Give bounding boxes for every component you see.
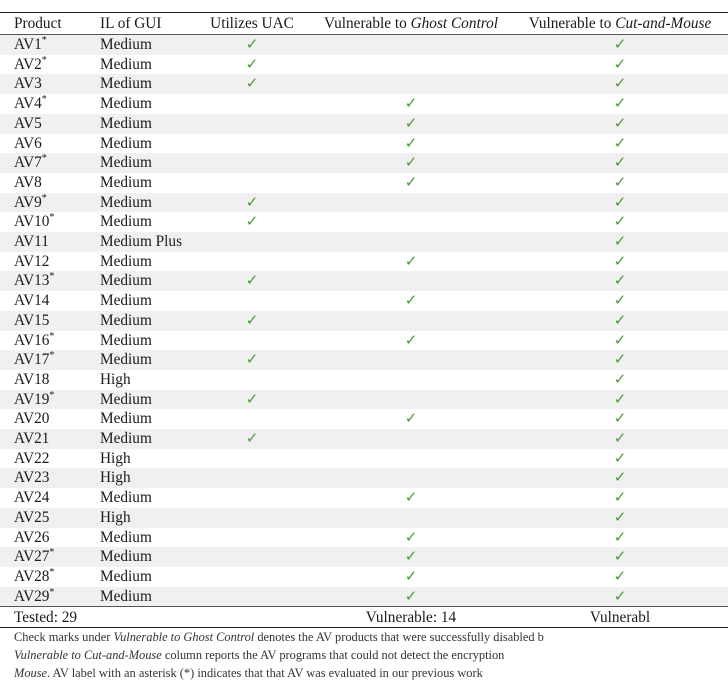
- uac-cell: [194, 291, 310, 311]
- product-cell: [0, 271, 86, 291]
- check-icon: ✓: [613, 310, 627, 329]
- header-vulnerable-ghost-control: [310, 13, 512, 35]
- il-cell: Medium: [86, 567, 194, 587]
- table-body: [0, 35, 728, 607]
- check-icon: ✓: [613, 113, 627, 132]
- product-cell: [0, 114, 86, 134]
- product-cell: [0, 232, 86, 252]
- il-cell: Medium: [86, 409, 194, 429]
- uac-cell: [194, 271, 310, 291]
- uac-cell: [194, 311, 310, 331]
- table-row: [0, 547, 728, 567]
- ghost-cell: [310, 35, 512, 55]
- check-icon: ✓: [613, 350, 627, 369]
- il-cell: Medium: [86, 350, 194, 370]
- cut-cell: [512, 331, 728, 351]
- cut-cell: [512, 35, 728, 55]
- cut-cell: [512, 55, 728, 75]
- ghost-cell: [310, 55, 512, 75]
- caption-em-2: Vulnerable to Cut-and-Mouse: [14, 648, 162, 662]
- product-name: AV21: [14, 430, 50, 448]
- check-icon: ✓: [404, 330, 418, 349]
- table-row: [0, 94, 728, 114]
- table-row: [0, 232, 728, 252]
- product-name: AV23: [14, 469, 50, 487]
- ghost-cell: [310, 193, 512, 213]
- il-cell: Medium: [86, 252, 194, 272]
- ghost-cell: [310, 94, 512, 114]
- check-icon: ✓: [613, 54, 627, 73]
- cut-cell: [512, 74, 728, 94]
- cut-cell: [512, 232, 728, 252]
- product-cell: [0, 528, 86, 548]
- product-cell: [0, 134, 86, 154]
- check-icon: ✓: [404, 566, 418, 585]
- product-cell: [0, 55, 86, 75]
- ghost-cell: [310, 370, 512, 390]
- uac-cell: [194, 232, 310, 252]
- product-name: AV1: [14, 36, 42, 53]
- table-row: [0, 74, 728, 94]
- uac-cell: [194, 468, 310, 488]
- check-icon: ✓: [245, 310, 259, 329]
- product-name: AV26: [14, 528, 50, 546]
- ghost-cell: [310, 74, 512, 94]
- cut-cell: [512, 173, 728, 193]
- product-name: AV2: [14, 55, 42, 73]
- check-icon: ✓: [245, 74, 259, 93]
- check-icon: ✓: [613, 251, 627, 270]
- il-cell: Medium: [86, 488, 194, 508]
- check-icon: ✓: [404, 527, 418, 546]
- il-cell: Medium: [86, 94, 194, 114]
- cut-cell: [512, 114, 728, 134]
- cut-cell: [512, 429, 728, 449]
- uac-cell: [194, 587, 310, 607]
- header-cut-prefix: Vulnerable to: [528, 14, 616, 32]
- il-cell: Medium Plus: [86, 232, 194, 252]
- uac-cell: [194, 449, 310, 469]
- check-icon: ✓: [404, 113, 418, 132]
- header-il-of-gui: IL of GUI: [86, 13, 194, 35]
- check-icon: ✓: [613, 271, 627, 290]
- ghost-cell: [310, 449, 512, 469]
- uac-cell: [194, 212, 310, 232]
- il-cell: Medium: [86, 311, 194, 331]
- footer-vulnerable-cut-count: Vulnerabl: [512, 607, 728, 628]
- check-icon: ✓: [404, 409, 418, 428]
- table-row: [0, 567, 728, 587]
- asterisk-marker: *: [41, 192, 47, 204]
- il-cell: Medium: [86, 291, 194, 311]
- header-product: Product: [0, 13, 86, 35]
- il-cell: Medium: [86, 114, 194, 134]
- product-name: AV24: [14, 489, 50, 507]
- product-name: AV15: [14, 311, 50, 329]
- check-icon: ✓: [613, 586, 627, 605]
- check-icon: ✓: [613, 468, 627, 487]
- table-row: [0, 291, 728, 311]
- ghost-cell: [310, 134, 512, 154]
- table-row: [0, 468, 728, 488]
- il-cell: Medium: [86, 587, 194, 607]
- product-cell: [0, 567, 86, 587]
- check-icon: ✓: [613, 488, 627, 507]
- cut-cell: [512, 468, 728, 488]
- uac-cell: [194, 528, 310, 548]
- product-cell: [0, 35, 86, 55]
- product-cell: [0, 193, 86, 213]
- table-row: [0, 35, 728, 55]
- product-cell: [0, 508, 86, 528]
- table-row: [0, 331, 728, 351]
- check-icon: ✓: [613, 389, 627, 408]
- table-row: [0, 587, 728, 607]
- check-icon: ✓: [613, 192, 627, 211]
- product-name: AV5: [14, 114, 42, 132]
- av-results-table: [0, 12, 728, 628]
- product-cell: [0, 153, 86, 173]
- ghost-cell: [310, 291, 512, 311]
- asterisk-marker: *: [41, 94, 47, 106]
- table-footer: [0, 607, 728, 628]
- ghost-cell: [310, 528, 512, 548]
- asterisk-marker: *: [41, 35, 47, 46]
- il-cell: High: [86, 449, 194, 469]
- il-cell: High: [86, 468, 194, 488]
- product-cell: [0, 74, 86, 94]
- product-cell: [0, 547, 86, 567]
- ghost-cell: [310, 587, 512, 607]
- product-name: AV29: [14, 587, 50, 605]
- table-row: [0, 212, 728, 232]
- cut-cell: [512, 567, 728, 587]
- cut-cell: [512, 370, 728, 390]
- ghost-cell: [310, 252, 512, 272]
- il-cell: Medium: [86, 528, 194, 548]
- check-icon: ✓: [613, 35, 627, 53]
- uac-cell: [194, 488, 310, 508]
- il-cell: Medium: [86, 429, 194, 449]
- product-name: AV20: [14, 410, 50, 428]
- header-ghost-prefix: Vulnerable to: [324, 14, 411, 32]
- uac-cell: [194, 370, 310, 390]
- product-name: AV4: [14, 95, 42, 113]
- il-cell: High: [86, 508, 194, 528]
- cut-cell: [512, 528, 728, 548]
- il-cell: High: [86, 370, 194, 390]
- product-name: AV12: [14, 252, 50, 270]
- table-row: [0, 134, 728, 154]
- product-cell: [0, 94, 86, 114]
- cut-cell: [512, 134, 728, 154]
- il-cell: Medium: [86, 55, 194, 75]
- asterisk-marker: *: [49, 586, 55, 598]
- uac-cell: [194, 331, 310, 351]
- asterisk-marker: *: [49, 566, 55, 578]
- header-ghost-em: Ghost Control: [410, 14, 498, 32]
- product-name: AV22: [14, 449, 50, 467]
- ghost-cell: [310, 311, 512, 331]
- product-cell: [0, 429, 86, 449]
- cut-cell: [512, 311, 728, 331]
- uac-cell: [194, 429, 310, 449]
- cut-cell: [512, 449, 728, 469]
- header-cut-em: Cut-and-Mouse: [615, 14, 712, 32]
- il-cell: Medium: [86, 74, 194, 94]
- header-utilizes-uac: Utilizes UAC: [194, 13, 310, 35]
- product-cell: [0, 252, 86, 272]
- il-cell: Medium: [86, 35, 194, 55]
- asterisk-marker: *: [49, 350, 55, 362]
- table-row: [0, 409, 728, 429]
- check-icon: ✓: [404, 488, 418, 507]
- check-icon: ✓: [613, 291, 627, 310]
- asterisk-marker: *: [49, 547, 55, 559]
- table-row: [0, 271, 728, 291]
- product-name: AV8: [14, 173, 42, 191]
- cut-cell: [512, 508, 728, 528]
- product-cell: [0, 311, 86, 331]
- ghost-cell: [310, 271, 512, 291]
- table-row: [0, 173, 728, 193]
- uac-cell: [194, 114, 310, 134]
- product-name: AV16: [14, 331, 50, 349]
- cut-cell: [512, 291, 728, 311]
- table-row: [0, 252, 728, 272]
- check-icon: ✓: [613, 429, 627, 448]
- cut-cell: [512, 390, 728, 410]
- ghost-cell: [310, 547, 512, 567]
- check-icon: ✓: [404, 291, 418, 310]
- asterisk-marker: *: [49, 212, 55, 224]
- cut-cell: [512, 153, 728, 173]
- il-cell: Medium: [86, 331, 194, 351]
- check-icon: ✓: [613, 212, 627, 231]
- check-icon: ✓: [613, 330, 627, 349]
- uac-cell: [194, 94, 310, 114]
- check-icon: ✓: [404, 94, 418, 113]
- product-cell: [0, 291, 86, 311]
- caption-text-1a: Check marks under: [14, 630, 114, 644]
- check-icon: ✓: [245, 389, 259, 408]
- product-cell: [0, 350, 86, 370]
- table-row: [0, 193, 728, 213]
- check-icon: ✓: [613, 232, 627, 251]
- product-name: AV3: [14, 75, 42, 93]
- uac-cell: [194, 508, 310, 528]
- uac-cell: [194, 567, 310, 587]
- product-cell: [0, 173, 86, 193]
- il-cell: Medium: [86, 390, 194, 410]
- check-icon: ✓: [404, 586, 418, 605]
- product-name: AV27: [14, 548, 50, 566]
- product-cell: [0, 587, 86, 607]
- check-icon: ✓: [613, 133, 627, 152]
- il-cell: Medium: [86, 547, 194, 567]
- product-name: AV13: [14, 272, 50, 290]
- check-icon: ✓: [613, 547, 627, 566]
- uac-cell: [194, 193, 310, 213]
- product-cell: [0, 370, 86, 390]
- uac-cell: [194, 55, 310, 75]
- check-icon: ✓: [613, 172, 627, 191]
- cut-cell: [512, 488, 728, 508]
- product-name: AV11: [14, 233, 49, 251]
- uac-cell: [194, 547, 310, 567]
- ghost-cell: [310, 173, 512, 193]
- uac-cell: [194, 35, 310, 55]
- ghost-cell: [310, 232, 512, 252]
- caption-text-1b: denotes the AV products that were successfully disabled b: [254, 630, 544, 644]
- ghost-cell: [310, 390, 512, 410]
- cut-cell: [512, 547, 728, 567]
- ghost-cell: [310, 212, 512, 232]
- check-icon: ✓: [404, 172, 418, 191]
- table-row: [0, 390, 728, 410]
- table-header: [0, 13, 728, 35]
- uac-cell: [194, 390, 310, 410]
- table-row: [0, 488, 728, 508]
- il-cell: Medium: [86, 134, 194, 154]
- ghost-cell: [310, 114, 512, 134]
- check-icon: ✓: [245, 350, 259, 369]
- uac-cell: [194, 134, 310, 154]
- product-name: AV25: [14, 508, 50, 526]
- table-row: [0, 449, 728, 469]
- ghost-cell: [310, 153, 512, 173]
- product-name: AV6: [14, 134, 42, 152]
- check-icon: ✓: [245, 271, 259, 290]
- footer-uac-empty: [194, 607, 310, 628]
- ghost-cell: [310, 409, 512, 429]
- check-icon: ✓: [613, 448, 627, 467]
- check-icon: ✓: [404, 547, 418, 566]
- cut-cell: [512, 271, 728, 291]
- uac-cell: [194, 252, 310, 272]
- table-row: [0, 370, 728, 390]
- caption-text-2b: column reports the AV programs that could not detect the encryption: [161, 648, 505, 662]
- product-cell: [0, 468, 86, 488]
- check-icon: ✓: [613, 369, 627, 388]
- check-icon: ✓: [613, 527, 627, 546]
- footer-tested-count: Tested: 29: [0, 607, 194, 628]
- check-icon: ✓: [245, 54, 259, 73]
- check-icon: ✓: [245, 192, 259, 211]
- header-vulnerable-cut-and-mouse: [512, 13, 728, 35]
- table-row: [0, 153, 728, 173]
- ghost-cell: [310, 429, 512, 449]
- check-icon: ✓: [404, 251, 418, 270]
- check-icon: ✓: [613, 566, 627, 585]
- product-cell: [0, 390, 86, 410]
- check-icon: ✓: [245, 35, 259, 53]
- caption-em-3: Mouse: [14, 666, 48, 680]
- product-cell: [0, 331, 86, 351]
- uac-cell: [194, 350, 310, 370]
- check-icon: ✓: [613, 507, 627, 526]
- uac-cell: [194, 74, 310, 94]
- table-row: [0, 508, 728, 528]
- product-name: AV7: [14, 154, 42, 172]
- il-cell: Medium: [86, 193, 194, 213]
- ghost-cell: [310, 331, 512, 351]
- table-row: [0, 114, 728, 134]
- caption-text-3b: . AV label with an asterisk (*) indicates that that AV was evaluated in our previous work: [47, 666, 483, 680]
- il-cell: Medium: [86, 153, 194, 173]
- check-icon: ✓: [613, 409, 627, 428]
- product-cell: [0, 409, 86, 429]
- ghost-cell: [310, 350, 512, 370]
- footer-vulnerable-ghost-count: Vulnerable: 14: [310, 607, 512, 628]
- asterisk-marker: *: [41, 54, 47, 66]
- check-icon: ✓: [245, 212, 259, 231]
- check-icon: ✓: [613, 153, 627, 172]
- table-row: [0, 350, 728, 370]
- product-name: AV28: [14, 567, 50, 585]
- cut-cell: [512, 587, 728, 607]
- check-icon: ✓: [613, 74, 627, 93]
- il-cell: Medium: [86, 271, 194, 291]
- table-row: [0, 55, 728, 75]
- ghost-cell: [310, 508, 512, 528]
- product-cell: [0, 488, 86, 508]
- cut-cell: [512, 409, 728, 429]
- il-cell: Medium: [86, 212, 194, 232]
- check-icon: ✓: [613, 94, 627, 113]
- ghost-cell: [310, 567, 512, 587]
- asterisk-marker: *: [49, 389, 55, 401]
- table-row: [0, 429, 728, 449]
- uac-cell: [194, 153, 310, 173]
- il-cell: Medium: [86, 173, 194, 193]
- product-name: AV10: [14, 213, 50, 231]
- product-name: AV9: [14, 193, 42, 211]
- asterisk-marker: *: [49, 271, 55, 283]
- product-name: AV17: [14, 351, 50, 369]
- check-icon: ✓: [404, 133, 418, 152]
- uac-cell: [194, 409, 310, 429]
- cut-cell: [512, 350, 728, 370]
- asterisk-marker: *: [41, 153, 47, 165]
- cut-cell: [512, 94, 728, 114]
- cut-cell: [512, 252, 728, 272]
- product-name: AV14: [14, 292, 50, 310]
- product-name: AV18: [14, 370, 50, 388]
- check-icon: ✓: [245, 429, 259, 448]
- ghost-cell: [310, 488, 512, 508]
- product-cell: [0, 212, 86, 232]
- asterisk-marker: *: [49, 330, 55, 342]
- check-icon: ✓: [404, 153, 418, 172]
- uac-cell: [194, 173, 310, 193]
- table-caption: [14, 628, 720, 682]
- cut-cell: [512, 212, 728, 232]
- product-cell: [0, 449, 86, 469]
- cut-cell: [512, 193, 728, 213]
- product-name: AV19: [14, 390, 50, 408]
- ghost-cell: [310, 468, 512, 488]
- caption-em-1: Vulnerable to Ghost Control: [113, 630, 255, 644]
- table-row: [0, 528, 728, 548]
- table-row: [0, 311, 728, 331]
